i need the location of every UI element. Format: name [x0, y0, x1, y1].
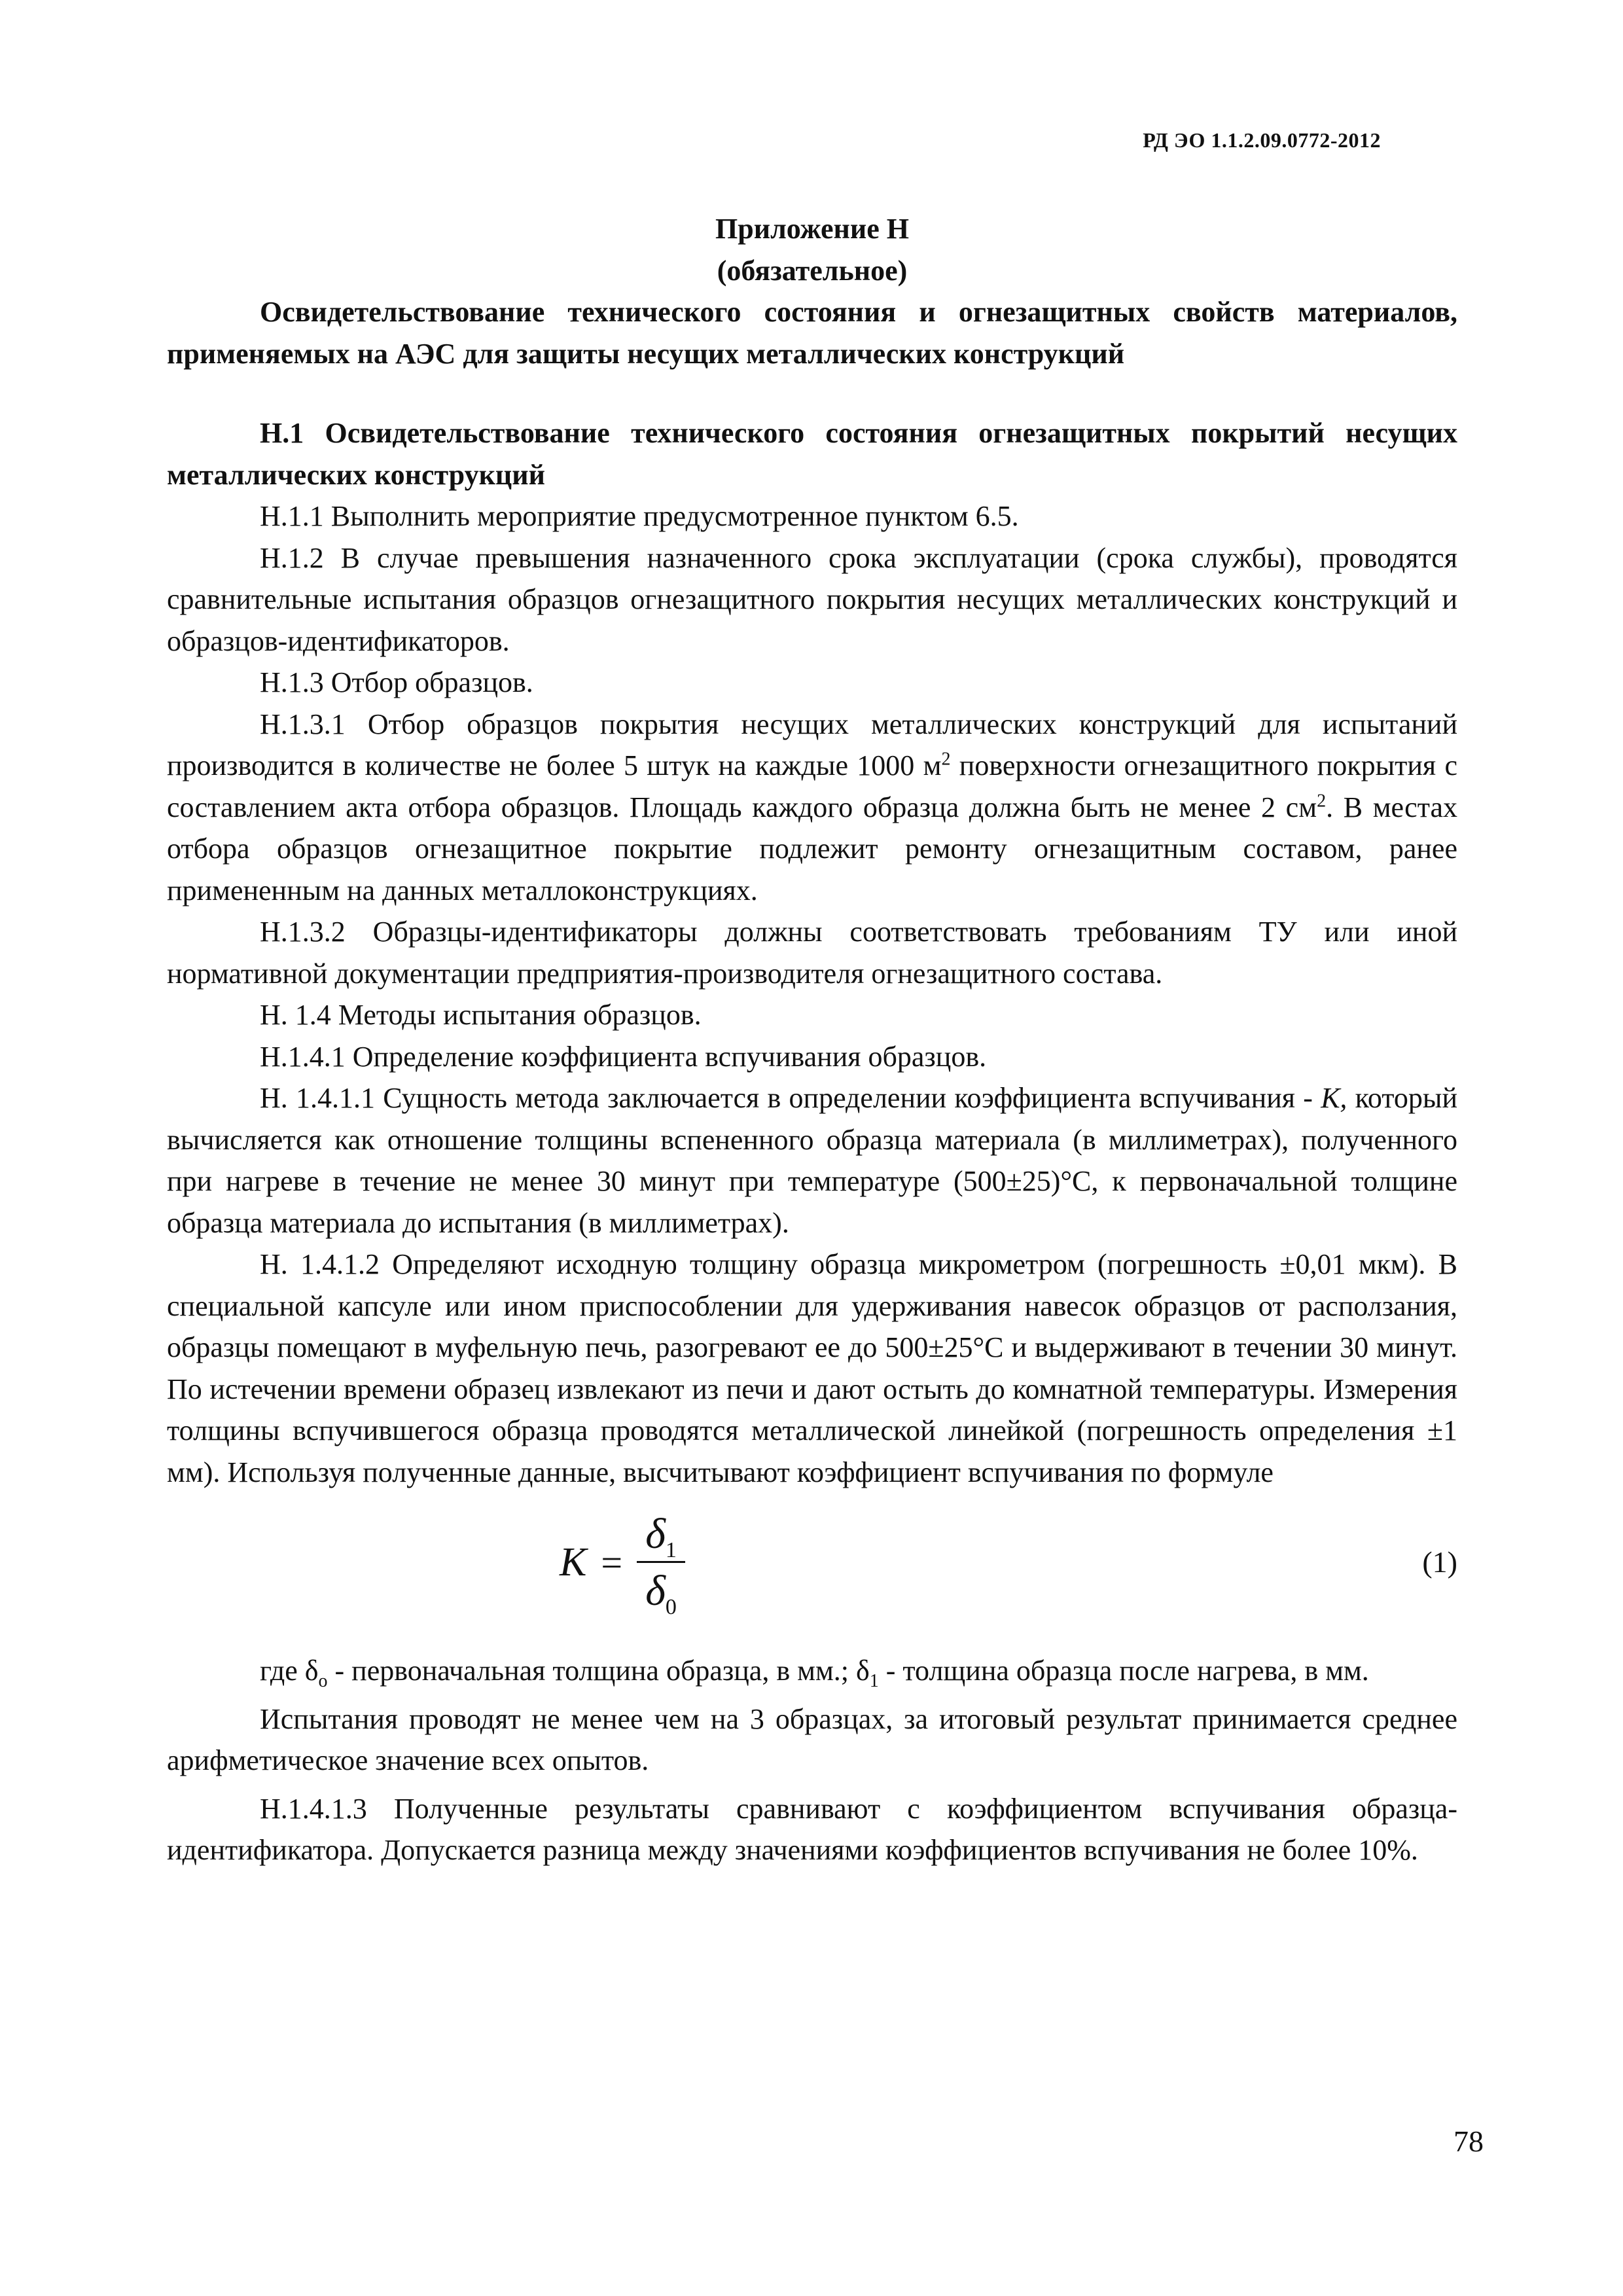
paragraph-1-4-1-1-part-a: Н. 1.4.1.1 Сущность метода заключается в определении коэффициента вспучивания -	[260, 1082, 1321, 1114]
paragraph-1-3-1-part-c: . В местах отбора образцов огнезащитное покрытие подлежит ремонту огнезащитным составом, ранее примененным на данных металлоконструкциях.	[167, 791, 1458, 906]
paragraph-1-4-1-2: Н. 1.4.1.2 Определяют исходную толщину образца микрометром (погрешность ±0,01 мкм). В специальной капсуле или ином приспособлении для удерживания навесок образцов от расползания, образцы помещают в муфельную печь, разогревают ее до 500±25°С и выдерживают в течении 30 минут. По истечении времени образец извлекают из печи и дают остыть до комнатной температуры. Измерения толщины вспучившегося образца проводятся металлической линейкой (погрешность определения ±1 мм). Используя полученные данные, высчитывают коэффициент вспучивания по формуле	[167, 1248, 1457, 1488]
formula-legend: где $\delta_о$ - первоначальная толщина образца, в мм.; $\delta_1$ - толщина образца после нагрева, в мм.	[260, 1655, 1369, 1691]
paragraph-1-3-1-part-b: поверхности огнезащитного покрытия с составлением акта отбора образцов. Площадь каждого образца должна быть не менее 2 см	[167, 749, 1457, 823]
formula-numerator: $\delta_1$	[645, 1510, 677, 1563]
formula-denominator: $\delta_0$	[645, 1567, 677, 1620]
formula-number: (1)	[1422, 1545, 1457, 1579]
superscript-square-m: 2	[941, 749, 951, 770]
appendix-heading: Освидетельствование технического состояния и огнезащитных свойств материалов, применяемых на АЭС для защиты несущих металлических конструкций	[167, 296, 1457, 370]
paragraph-1-4-1-3: Н.1.4.1.3 Полученные результаты сравнивают с коэффициентом вспучивания образца-идентификатора. Допускается разница между значениями коэффициентов вспучивания не более 10%.	[167, 1792, 1457, 1866]
paragraph-1-3-1-part-a: Н.1.3.1 Отбор образцов покрытия несущих металлических конструкций для испытаний производится в количестве не более 5 штук на каждые 1000 м	[167, 708, 1457, 781]
formula-fraction	[637, 1510, 685, 1620]
formula-lhs: K	[560, 1539, 587, 1585]
formula-expression	[560, 1510, 685, 1620]
appendix-subtitle: (обязательное)	[717, 254, 908, 287]
paragraph-1-4: Н. 1.4 Методы испытания образцов.	[260, 999, 702, 1031]
page-number: 78	[1454, 2125, 1484, 2158]
paragraph-1-4-1-1	[167, 1077, 1457, 1244]
paragraph-1-4-1: Н.1.4.1 Определение коэффициента вспучивания образцов.	[260, 1040, 987, 1073]
section-heading-h1: Н.1 Освидетельствование технического состояния огнезащитных покрытий несущих металлических конструкций	[167, 417, 1457, 491]
paragraph-1-1: Н.1.1 Выполнить мероприятие предусмотренное пунктом 6.5.	[260, 500, 1019, 532]
paragraph-1-3: Н.1.3 Отбор образцов.	[260, 666, 533, 698]
paragraph-tests: Испытания проводят не менее чем на 3 образцах, за итоговый результат принимается среднее арифметическое значение всех опытов.	[167, 1702, 1457, 1776]
coefficient-k-symbol: К,	[1321, 1082, 1347, 1114]
paragraph-1-2: Н.1.2 В случае превышения назначенного срока эксплуатации (срока службы), проводятся сравнительные испытания образцов огнезащитного покрытия несущих металлических конструкций и образцов-идентификаторов.	[167, 541, 1457, 657]
formula-equals: =	[601, 1541, 623, 1584]
paragraph-1-3-1	[167, 704, 1457, 912]
document-code: РД ЭО 1.1.2.09.0772-2012	[1143, 128, 1381, 152]
formula-block	[167, 1505, 1457, 1636]
paragraph-1-3-2: Н.1.3.2 Образцы-идентификаторы должны соответствовать требованиям ТУ или иной нормативной документации предприятия-производителя огнезащитного состава.	[167, 916, 1457, 990]
document-body	[167, 208, 1457, 1871]
paragraph-1-4-1-1-part-b: который вычисляется как отношение толщины вспененного образца материала (в миллиметрах), полученного при нагреве в течение не менее 30 минут при температуре (500±25)°С, к первоначальной толщине образца материала до испытания (в миллиметрах).	[167, 1082, 1458, 1239]
superscript-square-cm: 2	[1317, 790, 1327, 811]
appendix-title: Приложение Н	[715, 213, 909, 245]
